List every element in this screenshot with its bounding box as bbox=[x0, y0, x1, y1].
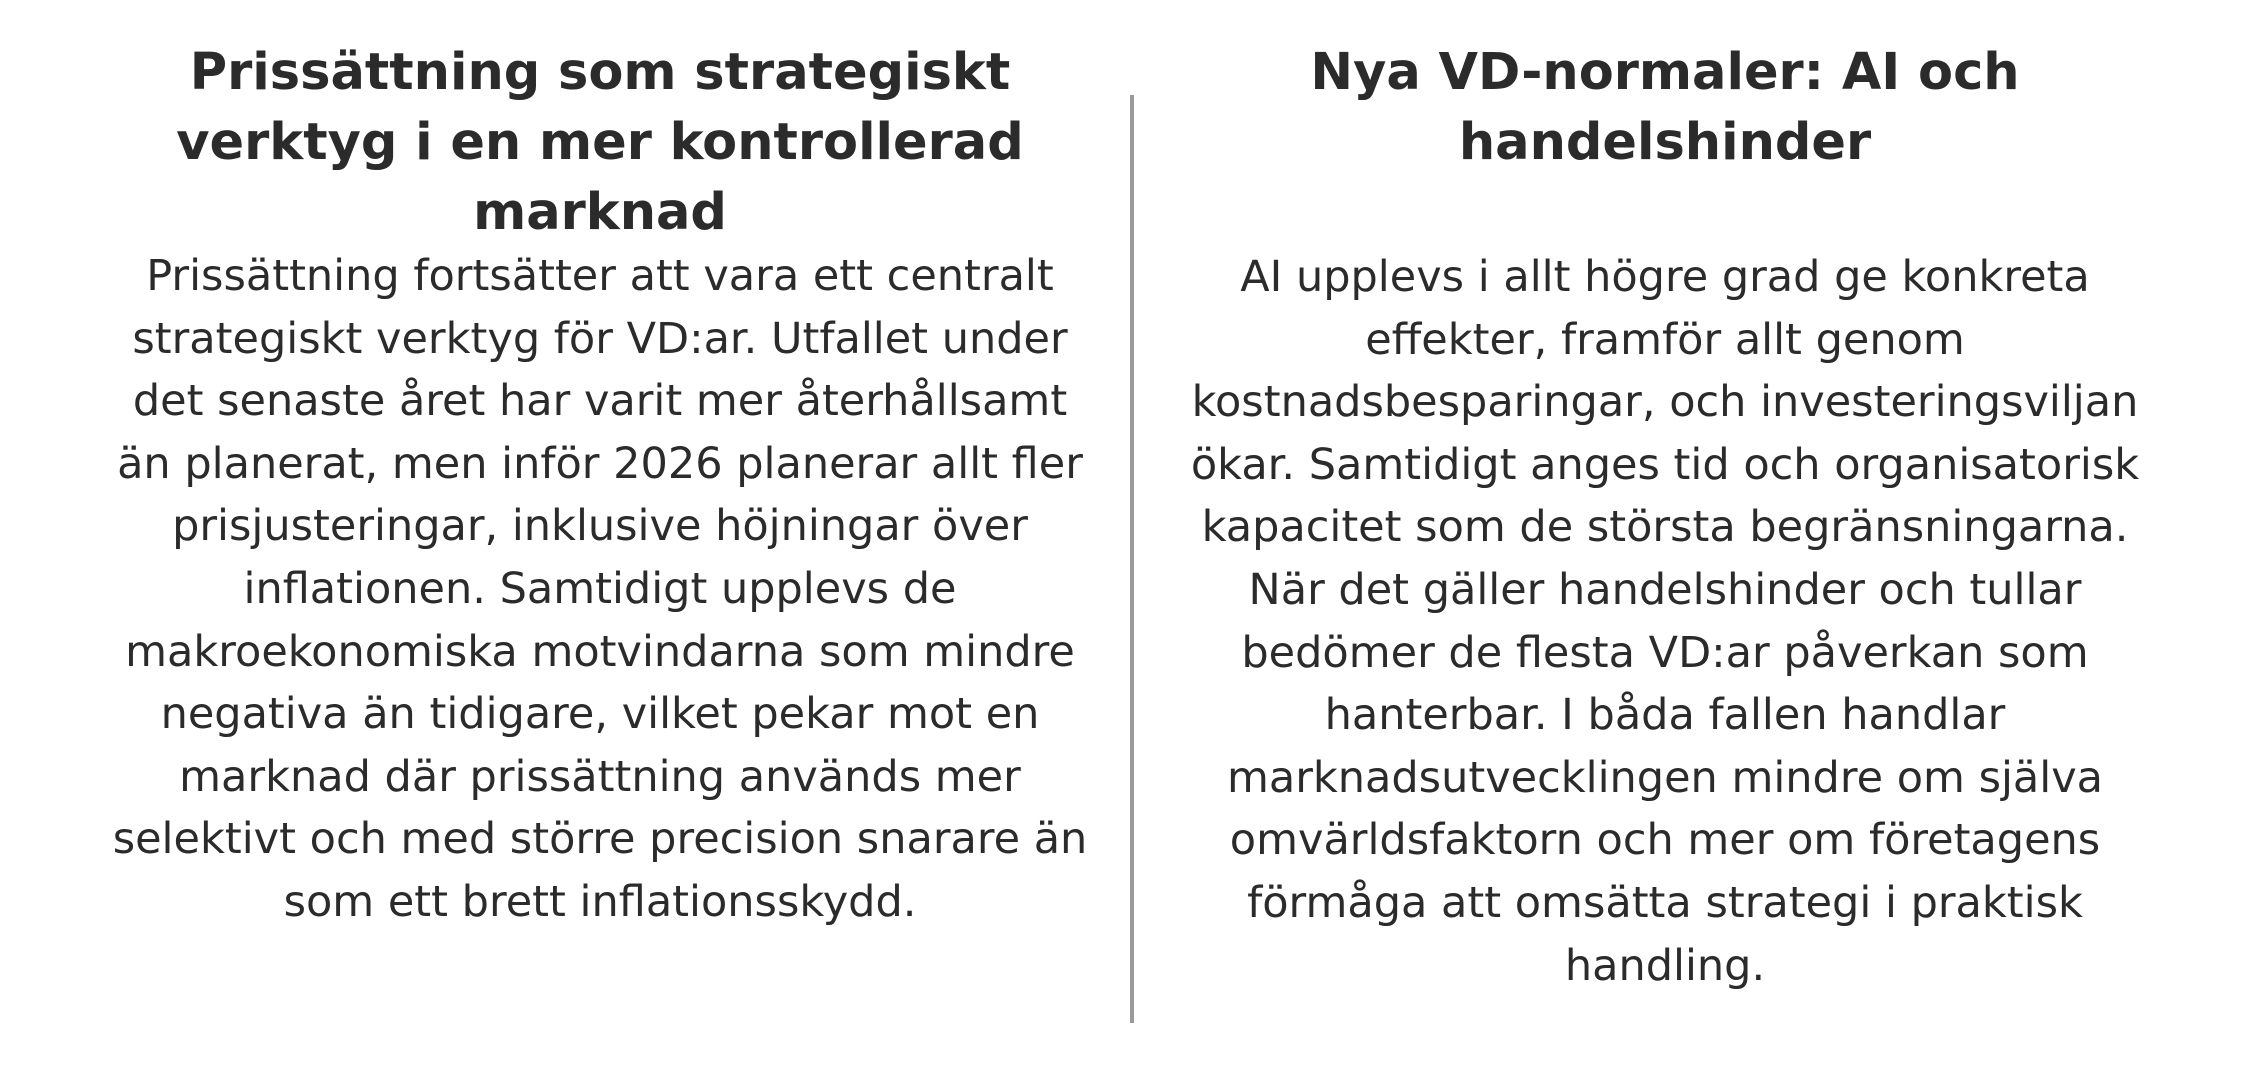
column-divider bbox=[1130, 95, 1134, 1023]
right-column-body: AI upplevs i allt högre grad ge konkreta effekter, framför allt genom kostnadsbesparingar, och investeringsviljan ökar. Samtidigt anges tid och organisatorisk kapacitet som de största begränsningarna. När det gäller handelshinder och tullar bedömer de flesta VD:ar påverkan som hanterbar. I båda fallen handlar marknadsutvecklingen mindre om själva omvärldsfaktorn och mer om företagens förmåga att omsätta strategi i praktisk handling. bbox=[1190, 252, 2140, 991]
left-column bbox=[110, 38, 1090, 934]
left-column-title: Prissättning som strategiskt verktyg i en mer kontrollerad marknad bbox=[176, 43, 1024, 242]
right-column-title: Nya VD-normaler: AI och handelshinder bbox=[1310, 43, 2020, 172]
left-column-body: Prissättning fortsätter att vara ett centralt strategiskt verktyg för VD:ar. Utfallet under det senaste året har varit mer återhållsamt än planerat, men inför 2026 planerar allt fler prisjusteringar, inklusive höjningar över inflationen. Samtidigt upplevs de makroekonomiska motvindarna som mindre negativa än tidigare, vilket pekar mot en marknad där prissättning används mer selektivt och med större precision snarare än som ett brett inflationsskydd. bbox=[112, 251, 1088, 927]
right-column bbox=[1185, 38, 2145, 997]
